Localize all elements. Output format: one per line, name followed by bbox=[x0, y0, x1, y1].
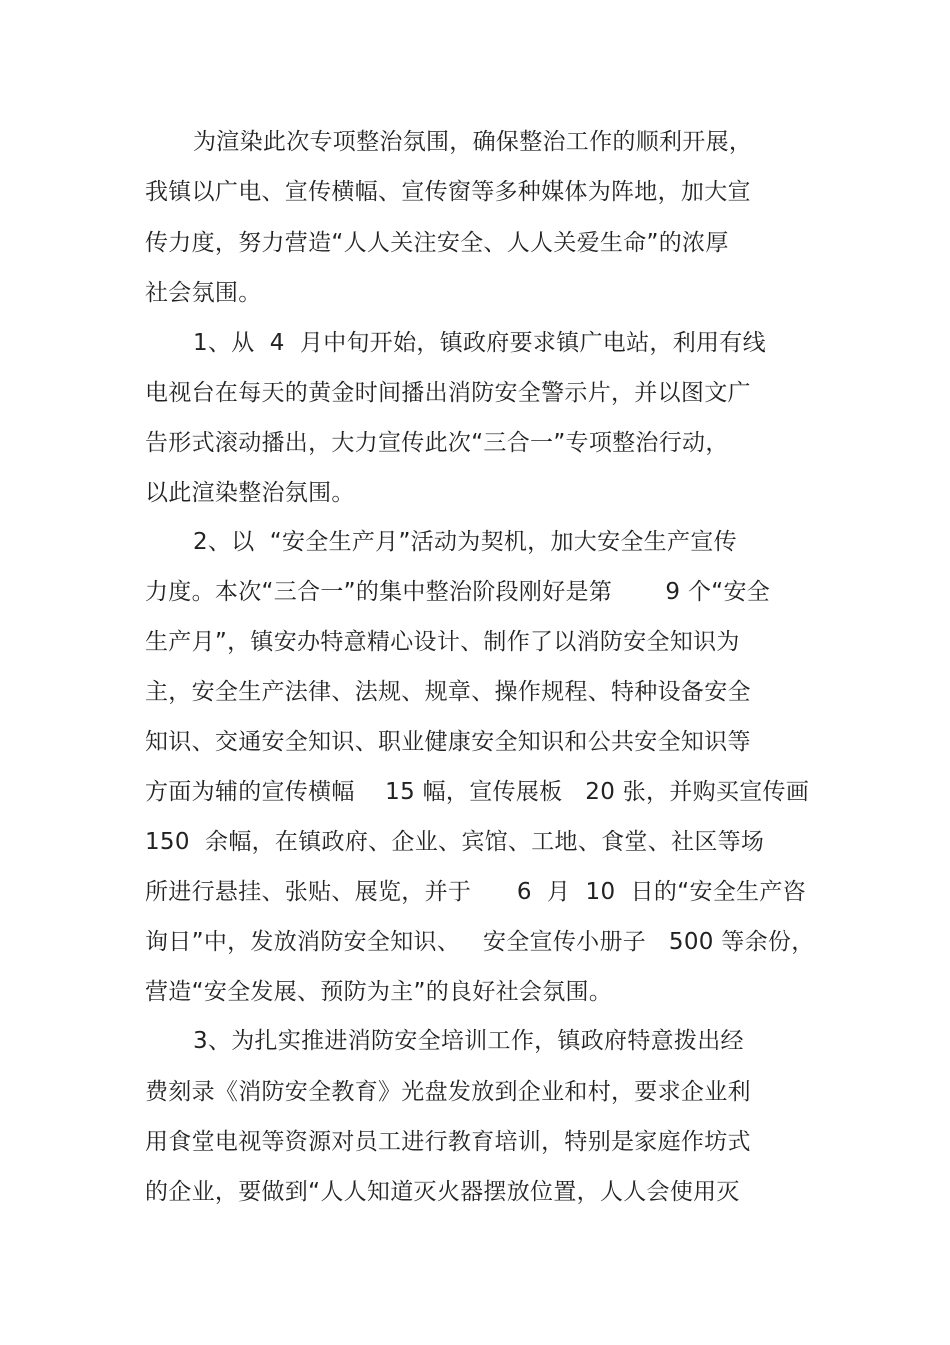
item3-line-3: 用食堂电视等资源对员工进行教育培训，特别是家庭作坊式 bbox=[145, 1129, 751, 1155]
intro-line-1: 为渲染此次专项整治氛围，确保整治工作的顺利开展， bbox=[193, 129, 753, 155]
item2-line-4: 主，安全生产法律、法规、规章、操作规程、特种设备安全 bbox=[145, 679, 751, 705]
item2-line-3: 生产月”，镇安办特意精心设计、制作了以消防安全知识为 bbox=[145, 629, 740, 655]
item1-line-4: 以此渲染整治氛围。 bbox=[145, 480, 355, 506]
item2-line-5: 知识、交通安全知识、职业健康安全知识和公共安全知识等 bbox=[145, 729, 751, 755]
intro-line-3: 传力度，努力营造“人人关注安全、人人关爱生命”的浓厚 bbox=[145, 230, 729, 256]
item1-line-3: 告形式滚动播出，大力宣传此次“三合一”专项整治行动， bbox=[145, 430, 729, 456]
intro-line-4: 社会氛围。 bbox=[145, 280, 262, 306]
item2-line-6: 方面为辅的宣传横幅 15 幅，宣传展板 20 张，并购买宣传画 bbox=[145, 779, 810, 805]
item2-line-2: 力度。本次“三合一”的集中整治阶段刚好是第 9 个“安全 bbox=[145, 579, 771, 605]
item2-line-7: 150 余幅，在镇政府、企业、宾馆、工地、食堂、社区等场 bbox=[145, 829, 765, 855]
item2-line-9: 询日”中，发放消防安全知识、 安全宣传小册子 500 等余份， bbox=[145, 929, 815, 955]
intro-line-2: 我镇以广电、宣传横幅、宣传窗等多种媒体为阵地，加大宣 bbox=[145, 179, 751, 205]
item3-line-2: 费刻录《消防安全教育》光盘发放到企业和村，要求企业利 bbox=[145, 1079, 751, 1105]
item2-line-8: 所进行悬挂、张贴、展览，并于 6 月 10 日的“安全生产咨 bbox=[145, 879, 806, 905]
item2-line-10: 营造“安全发展、预防为主”的良好社会氛围。 bbox=[145, 979, 613, 1005]
item2-line-1: 2、以 “安全生产月”活动为契机，加大安全生产宣传 bbox=[193, 529, 737, 555]
item1-line-1: 1、从 4 月中旬开始，镇政府要求镇广电站，利用有线 bbox=[193, 330, 766, 356]
item3-line-4: 的企业，要做到“人人知道灭火器摆放位置，人人会使用灭 bbox=[145, 1179, 740, 1205]
item1-line-2: 电视台在每天的黄金时间播出消防安全警示片，并以图文广 bbox=[145, 380, 751, 406]
item3-line-1: 3、为扎实推进消防安全培训工作，镇政府特意拨出经 bbox=[193, 1028, 744, 1054]
